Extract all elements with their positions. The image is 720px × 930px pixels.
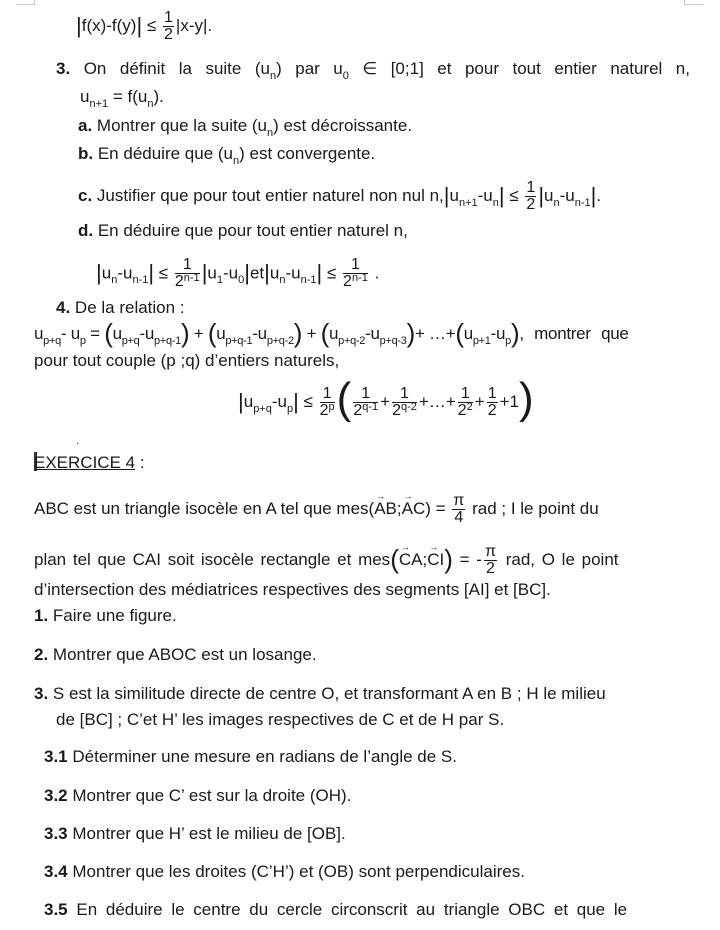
math-text: b. (78, 144, 94, 163)
math-text: u (80, 87, 90, 106)
parenthesis: ( (336, 374, 352, 423)
math-text: ≤ (509, 185, 519, 205)
fraction-numerator: 1 (164, 9, 173, 26)
math-text: - u (60, 324, 80, 343)
math-text: 2 (343, 273, 352, 290)
math-text: a. (78, 116, 93, 135)
math-text: u (112, 324, 122, 343)
subscript: n (553, 196, 560, 209)
math-text: Montrer que H’ est le milieu de [OB]. (72, 824, 346, 843)
formula-lhs: f(x)-f(y) (81, 15, 137, 35)
page-corner-mark-left (16, 0, 35, 5)
math-text (353, 400, 379, 420)
subscript: p+q-3 (379, 335, 407, 347)
stray-dot: · (76, 438, 80, 449)
exercise-item-2 (34, 645, 317, 665)
absolute-value-bar: | (293, 389, 299, 414)
fraction-one-half (525, 180, 536, 213)
fraction-numerator: 1 (343, 257, 368, 274)
fraction-numerator: π (453, 492, 465, 509)
vector-ci: → CI (427, 550, 444, 570)
subscript: n-1 (132, 274, 149, 287)
math-text: 4. (56, 298, 71, 317)
fraction-numerator: 1 (458, 386, 473, 403)
subscript: n+1 (458, 196, 478, 209)
math-text: Faire une figure. (52, 606, 177, 625)
subscript: n-1 (300, 274, 317, 287)
parenthesis: ) (444, 543, 453, 574)
question-number: 3. (56, 59, 71, 78)
exercise-subitem-3-2 (44, 786, 351, 806)
math-text: plan tel que CAI soit isocèle rectangle et mes (34, 549, 391, 569)
question-3b (78, 144, 375, 166)
math-text: 2 (319, 401, 329, 419)
superscript: p (328, 400, 335, 413)
math-text: + (474, 392, 485, 411)
math-text: u (243, 392, 254, 411)
math-text: 1. (34, 606, 49, 625)
math-text: ≤ (326, 263, 337, 283)
math-text: 3.5 (44, 900, 68, 919)
parenthesis: ) (293, 318, 303, 348)
math-text: = (90, 324, 100, 343)
question-3d (78, 221, 408, 241)
subscript: n (267, 127, 274, 139)
math-text: ; (422, 549, 428, 569)
subscript: p+q-2 (338, 335, 366, 347)
parenthesis: ) (510, 318, 520, 348)
math-text: + …+ (414, 324, 456, 343)
math-text: ) est convergente. (239, 144, 376, 163)
math-text: u (544, 185, 554, 205)
math-text: u (207, 263, 217, 283)
math-text: ). (153, 87, 164, 106)
math-text: ABC est un triangle isocèle en A tel que mes( (34, 498, 375, 518)
subscript: p+q (253, 403, 272, 415)
subscript: 0 (342, 70, 349, 82)
fraction-numerator: 1 (175, 257, 200, 274)
math-text: u (34, 324, 44, 343)
exercise-4-paragraph-line-1 (34, 493, 599, 526)
formula-rhs: |x-y|. (175, 15, 213, 35)
math-text: = - (459, 549, 482, 569)
math-text: c. (78, 185, 93, 205)
exercise-item-3-continued: de [BC] ; C’et H’ les images respectives de C et de H par S. (56, 710, 505, 729)
math-text: ) par u (276, 59, 343, 78)
math-text: -u (285, 263, 301, 283)
math-text: Montrer que les droites (C’H’) et (OB) sont perpendiculaires. (72, 862, 525, 881)
math-text: u (328, 324, 339, 343)
math-text (175, 274, 200, 291)
exercise-subitem-3-1 (44, 747, 457, 767)
question-3 (56, 59, 690, 81)
absolute-value-bar: | (76, 12, 82, 38)
superscript: q-1 (362, 400, 379, 413)
math-text: -u (559, 185, 575, 205)
subscript: 1 (216, 274, 223, 287)
parenthesis: ) (519, 374, 534, 423)
math-text: 2. (34, 645, 49, 664)
q4-text-line: pour tout couple (p ;q) d’entiers naturels, (34, 351, 340, 370)
question-4 (56, 298, 185, 318)
q3-recurrence (80, 87, 164, 109)
math-text: 3.4 (44, 862, 68, 881)
math-text: rad ; I le point du (472, 498, 599, 518)
q3d-inequalities (96, 257, 379, 291)
math-text: 2 (164, 26, 173, 43)
superscript: q-2 (400, 400, 417, 413)
math-text (392, 400, 417, 420)
subscript: 0 (238, 274, 245, 287)
math-text: -u (271, 392, 287, 411)
question-3a (78, 116, 412, 138)
math-text: u (370, 324, 380, 343)
math-text: Montrer que C’ est sur la droite (OH). (72, 786, 352, 805)
math-text: u (216, 324, 226, 343)
exercise-item-3 (34, 684, 606, 704)
math-text: 3.2 (44, 786, 68, 805)
subscript: p+q (121, 335, 140, 347)
parenthesis: ( (455, 318, 464, 348)
math-text: Déterminer une mesure en radians de l’angle de S. (72, 747, 457, 766)
vector-ab: → AB (374, 499, 397, 519)
page-corner-mark-right (684, 0, 703, 5)
fraction-one-half (163, 10, 174, 43)
parenthesis: ( (320, 318, 329, 348)
math-text: ) est décroissante. (273, 116, 413, 135)
fraction (353, 386, 378, 420)
parenthesis: ( (104, 318, 113, 348)
fraction (487, 386, 498, 419)
fraction (452, 493, 465, 526)
subscript: p (286, 403, 294, 415)
math-text: De la relation : (74, 298, 185, 317)
fraction (320, 386, 335, 420)
absolute-value-bar: | (590, 182, 597, 208)
superscript: n-1 (183, 272, 200, 284)
math-text: -u (117, 263, 133, 283)
math-text: ≤ (303, 392, 313, 411)
subscript: n-1 (574, 196, 591, 209)
math-text: 3. (34, 684, 49, 703)
math-text: Montrer que ABOC est un losange. (52, 645, 317, 664)
math-text: En déduire que (u (97, 144, 233, 163)
fraction-one-over-2-pow (175, 257, 200, 291)
subscript: n (147, 98, 154, 110)
math-text: u (144, 324, 155, 343)
fraction-one-over-2-pow (343, 257, 368, 291)
math-text: rad, O le point (505, 549, 619, 569)
subscript: n (269, 70, 277, 82)
fraction-numerator: 1 (392, 386, 417, 403)
absolute-value-bar: | (538, 182, 545, 208)
subscript: p+q (43, 335, 61, 347)
math-text: Justifier que pour tout entier naturel non nul n, (96, 185, 444, 205)
math-text: = f(u (112, 87, 148, 106)
q4-target-inequality (238, 374, 534, 423)
math-text: 3.1 (44, 747, 68, 766)
math-text (457, 400, 473, 420)
math-text: En déduire que pour tout entier naturel n, (97, 221, 408, 240)
exercise-item-1 (34, 606, 177, 626)
math-text: 2 (392, 401, 401, 419)
superscript: n-1 (351, 272, 368, 284)
absolute-value-bar: | (498, 182, 505, 208)
fraction (458, 386, 473, 420)
vector-ac: → AC (402, 499, 426, 519)
exercise-title: EXERCICE 4 (34, 453, 136, 472)
parenthesis: ( (207, 318, 217, 348)
math-text: 2 (353, 401, 363, 419)
absolute-value-bar: | (238, 389, 244, 414)
subscript: p (79, 335, 86, 347)
parenthesis: ) (406, 318, 415, 348)
question-3c (78, 180, 601, 213)
parenthesis: ( (390, 543, 399, 574)
math-text: 4 (454, 509, 464, 526)
math-text: ; (396, 498, 402, 518)
math-text: u (495, 324, 506, 343)
exercise-subitem-3-4 (44, 862, 525, 882)
fraction-numerator: 1 (487, 385, 497, 403)
math-text: +…+ (418, 392, 456, 411)
absolute-value-bar: | (316, 260, 323, 286)
math-text: En déduire le centre du cercle circonscrit au triangle OBC et que le (76, 900, 628, 919)
formula-lipschitz (76, 10, 212, 43)
absolute-value-bar: | (96, 260, 102, 286)
superscript: 2 (466, 400, 473, 413)
fraction-numerator: 1 (353, 386, 378, 403)
math-text: , montrer que (519, 324, 629, 343)
math-text: +1 (499, 392, 520, 411)
math-text: 2 (526, 196, 536, 213)
subscript: n (111, 274, 118, 287)
exercise-subitem-3-3 (44, 824, 346, 844)
exercise-4-paragraph-line-3: d’intersection des médiatrices respectives des segments [AI] et [BC]. (34, 580, 551, 599)
vector-ca: → CA (399, 550, 423, 570)
math-text: -u (223, 263, 239, 283)
subscript: p+1 (472, 335, 491, 347)
math-text: 2 (486, 560, 495, 577)
math-text: 2 (174, 273, 184, 290)
math-text: 2 (457, 401, 467, 419)
q4-telescoping-relation: $u_{p+q}-$ $u_p = (u_{p+q}-u_{p+q-1}) + (u_{p+q-1}-u_{p+q-2}) + (u_{p+q-2}-u_{p+q-3})+$ $\dots+(u_{p+1}-u_p)$, montrer que (34, 318, 629, 348)
subscript: n+1 (89, 98, 109, 110)
math-text: 2 (487, 402, 497, 420)
math-text: . (374, 263, 380, 283)
math-text: . (596, 185, 602, 205)
le-symbol: ≤ (146, 15, 157, 35)
fraction-numerator: 1 (320, 386, 335, 403)
fraction (392, 386, 417, 420)
subscript: p+q-2 (266, 335, 294, 347)
parenthesis: ) (180, 318, 190, 348)
absolute-value-bar: | (201, 260, 208, 286)
fraction-numerator: 1 (526, 179, 536, 196)
subscript: n (233, 155, 240, 167)
math-text (319, 400, 335, 420)
subscript: n (279, 274, 286, 287)
subscript: p+q-1 (154, 335, 181, 347)
math-text: d. (78, 221, 94, 240)
math-text: : (135, 453, 145, 472)
math-text: ) = (425, 498, 446, 518)
math-text: + (380, 392, 391, 411)
math-text: -u (477, 185, 493, 205)
exercise-4-paragraph-line-2 (34, 544, 619, 577)
math-text: u (449, 185, 459, 205)
absolute-value-bar: | (148, 260, 155, 286)
exercise-4-heading (34, 452, 145, 473)
fraction-numerator: π (484, 543, 496, 560)
absolute-value-bar: | (443, 182, 450, 208)
absolute-value-bar: | (136, 12, 143, 38)
fraction (484, 544, 497, 577)
math-text: 3.3 (44, 824, 68, 843)
math-text: et (249, 263, 265, 283)
math-text: u (269, 263, 280, 283)
math-text: ∈ [0;1] et pour tout entier naturel n, (362, 59, 690, 78)
math-text: ≤ (158, 263, 169, 283)
math-text: u (463, 324, 473, 343)
math-text: S est la similitude directe de centre O, et transformant A en B ; H le milieu (52, 684, 606, 703)
exercise-subitem-3-5 (44, 900, 627, 920)
math-text (343, 274, 368, 291)
absolute-value-bar: | (244, 260, 250, 286)
math-text: u (257, 324, 267, 343)
absolute-value-bar: | (264, 260, 270, 286)
subscript: n (492, 196, 499, 209)
math-text: u (101, 263, 112, 283)
math-text: Montrer que la suite (u (96, 116, 268, 135)
subscript: p+q-1 (225, 335, 253, 347)
q3-text: On définit la suite (u (83, 59, 270, 78)
subscript: p (505, 335, 511, 347)
